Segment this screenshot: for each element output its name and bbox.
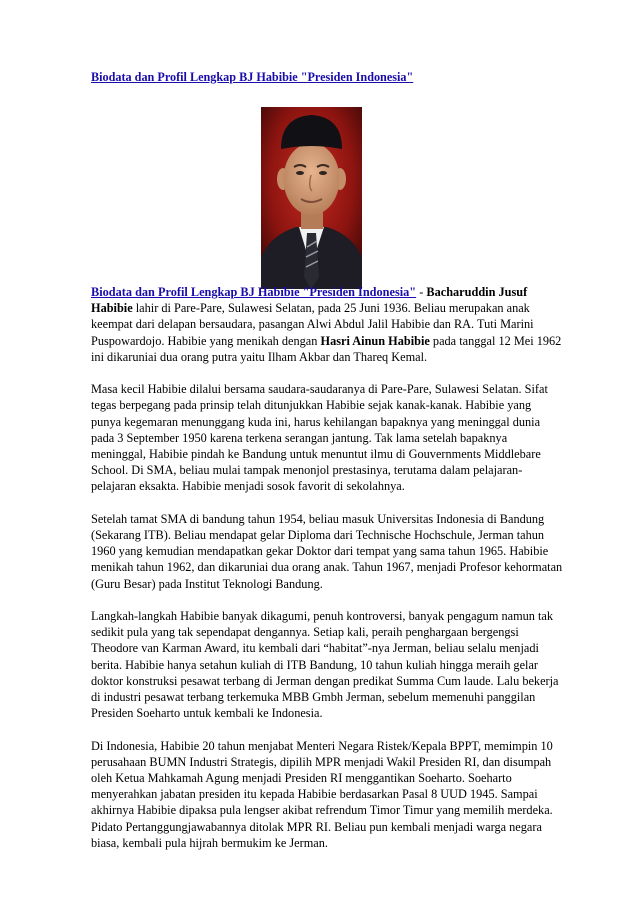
portrait-photo bbox=[261, 107, 362, 289]
paragraph-1 bbox=[91, 284, 563, 365]
paragraph-5: Di Indonesia, Habibie 20 tahun menjabat Menteri Negara Ristek/Kepala BPPT, memimpin 10 perusahaan BUMN Industri Strategis, dipilih MPR menjadi Wakil Presiden RI, dan disumpah oleh Ketua Mahkamah Agung menjadi Presiden RI menggantikan Soeharto. Soeharto menyerahkan jabatan presiden itu kepada Habibie berdasarkan Pasal 8 UUD 1945. Sampai akhirnya Habibie dipaksa pula lengser akibat refrendum Timor Timur yang memilih merdeka. Pidato Pertanggungjawabannya ditolak MPR RI. Beliau pun kembali menjadi warga negara biasa, kembali pula hijrah bermukim ke Jerman. bbox=[91, 738, 553, 850]
article-body bbox=[91, 284, 563, 867]
paragraph-1-text-b: pada tanggal 12 Mei 1962 ini dikaruniai dua orang putra yaitu Ilham Akbar dan Thareq Kemal. bbox=[91, 333, 562, 364]
title-link[interactable]: Biodata dan Profil Lengkap BJ Habibie "Presiden Indonesia" bbox=[91, 70, 414, 84]
paragraph-3: Setelah tamat SMA di bandung tahun 1954, beliau masuk Universitas Indonesia di Bandung (Sekarang ITB). Beliau mendapat gelar Diploma dari Technische Hochschule, Jerman tahun 1960 yang kemudian mendapatkan gekar Doktor dari tempat yang sama tahun 1965. Habibie menikah tahun 1962, dan dikaruniai dua orang anak. Tahun 1967, menjadi Profesor kehormatan (Guru Besar) pada Institut Teknologi Bandung. bbox=[91, 511, 563, 591]
portrait-image bbox=[261, 107, 362, 289]
paragraph-4: Langkah-langkah Habibie banyak dikagumi, penuh kontroversi, banyak pengagum namun tak sedikit pula yang tak sependapat dengannya. Setiap kali, peraih penghargaan bergengsi Theodore van Karman Award, itu kembali dari “habitat”-nya Jerman, beliau selalu menjadi berita. Habibie hanya setahun kuliah di ITB Bandung, 10 tahun kuliah hingga meraih gelar doktor konstruksi pesawat terbang di Jerman dengan predikat Summa Cum laude. Lalu bekerja di industri pesawat terbang terkemuka MBB Gmbh Jerman, sebelum memenuhi panggilan Presiden Soeharto untuk kembali ke Indonesia. bbox=[91, 609, 559, 721]
article-title-link[interactable]: Biodata dan Profil Lengkap BJ Habibie "Presiden Indonesia" bbox=[91, 285, 417, 299]
wife-name: Hasri Ainun Habibie bbox=[320, 333, 430, 348]
subject-name: Bacharuddin Jusuf Habibie bbox=[91, 285, 528, 316]
separator: - bbox=[416, 285, 427, 299]
paragraph-2: Masa kecil Habibie dilalui bersama saudara-saudaranya di Pare-Pare, Sulawesi Selatan. Sifat tegas berpegang pada prinsip telah ditunjukkan Habibie sejak kanak-kanak. Habibie yang punya kegemaran menunggang kuda ini, harus kehilangan bapaknya yang meninggal dunia pada 3 September 1950 karena terkena serangan jantung. Tak lama setelah bapaknya meninggal, Habibie pindah ke Bandung untuk menuntut ilmu di Gouvernments Middlebare School. Di SMA, beliau mulai tampak menonjol prestasinya, terutama dalam pelajaran-pelajaran eksakta. Habibie menjadi sosok favorit di sekolahnya. bbox=[91, 382, 548, 494]
paragraph-1-text-a: lahir di Pare-Pare, Sulawesi Selatan, pada 25 Juni 1936. Beliau merupakan anak keempat dari delapan bersaudara, pasangan Alwi Abdul Jalil Habibie dan RA. Tuti Marini Puspowardojo. Habibie yang menikah dengan bbox=[91, 301, 534, 348]
